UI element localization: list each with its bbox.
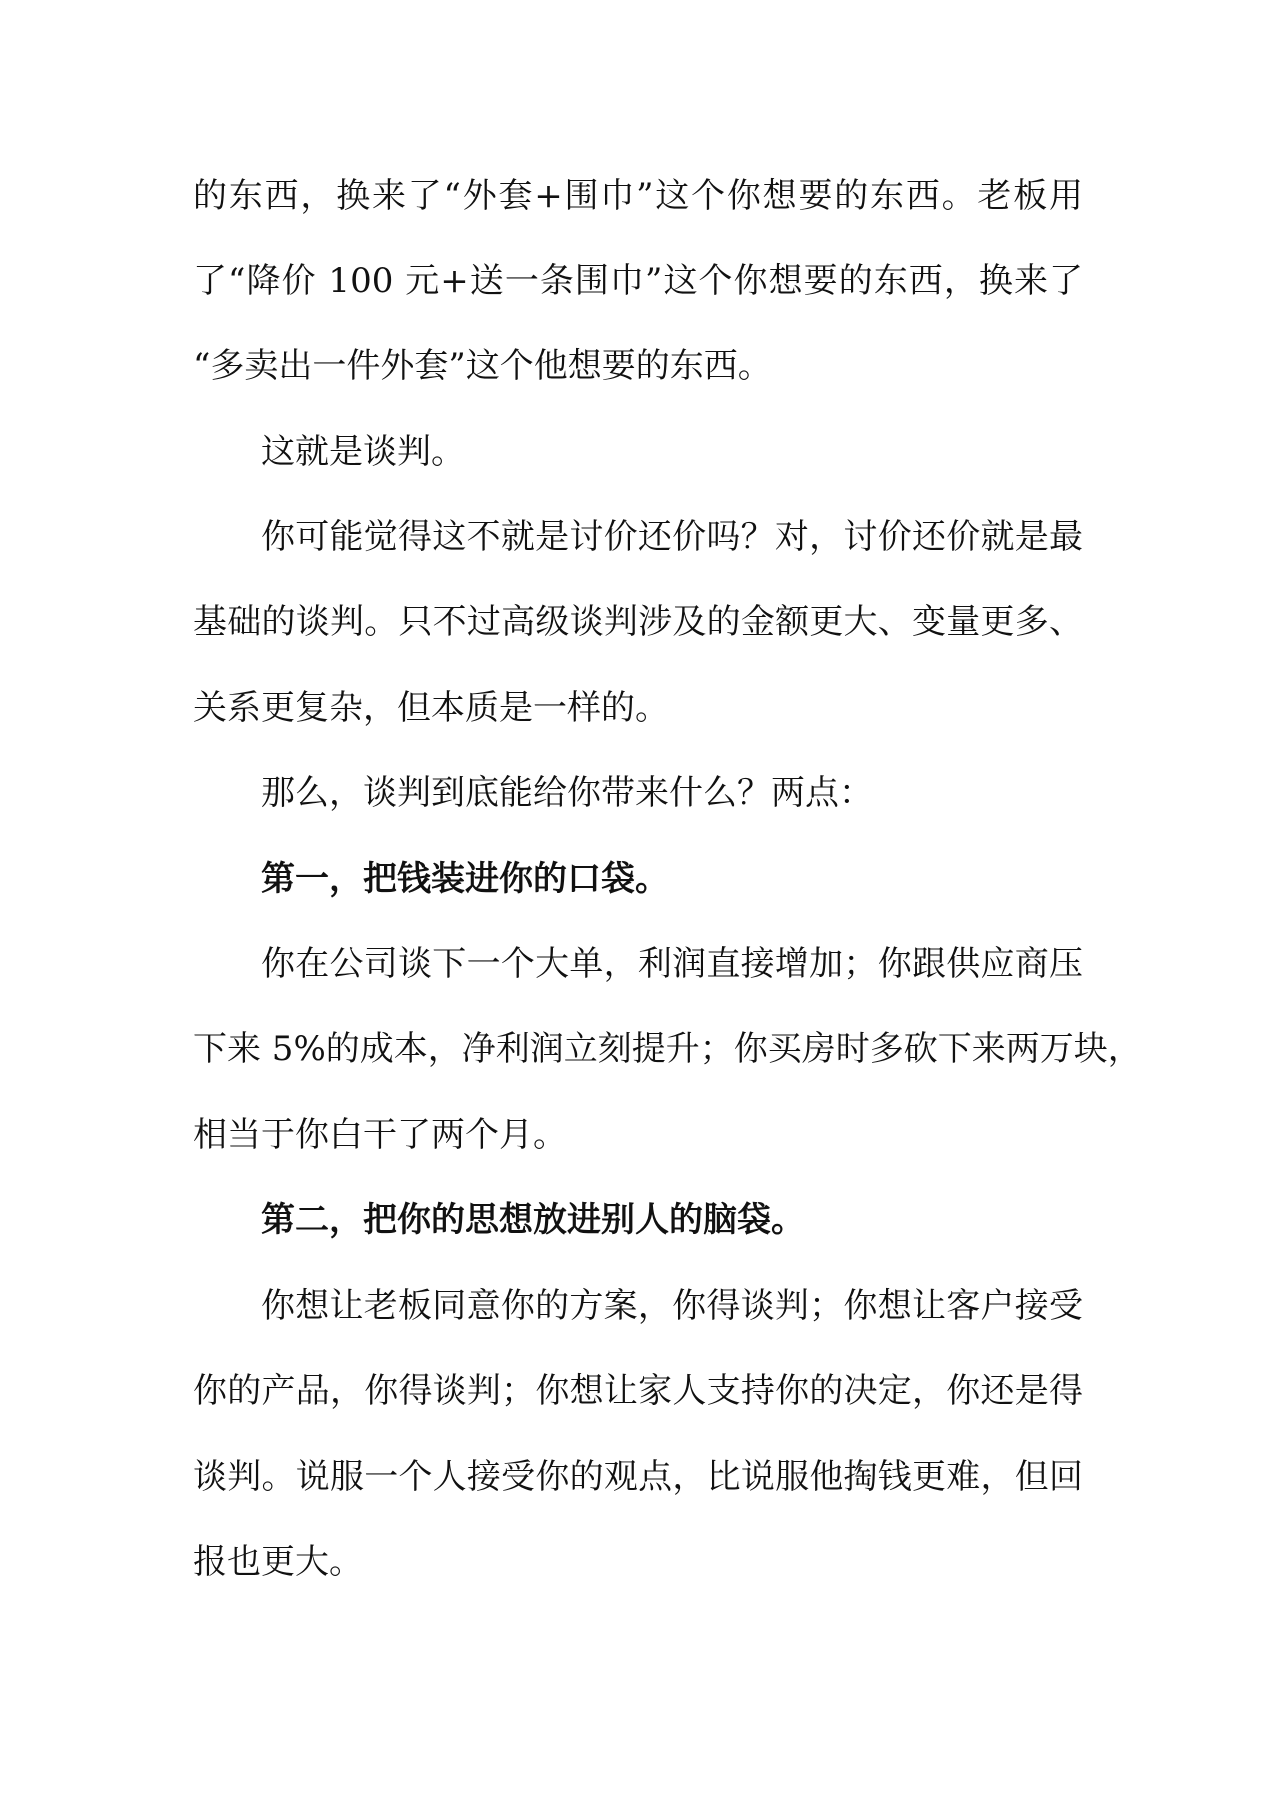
paragraph-line: 那么，谈判到底能给你带来什么？两点： bbox=[261, 773, 873, 813]
section-heading: 第二，把你的思想放进别人的脑袋。 bbox=[261, 1200, 805, 1240]
paragraph-line: 你的产品，你得谈判；你想让家人支持你的决定，你还是得 bbox=[193, 1371, 1083, 1411]
paragraph-line: 基础的谈判。只不过高级谈判涉及的金额更大、变量更多、 bbox=[193, 602, 1083, 642]
paragraph-line: “多卖出一件外套”这个他想要的东西。 bbox=[193, 346, 772, 386]
paragraph-line: 谈判。说服一个人接受你的观点，比说服他掏钱更难，但回 bbox=[193, 1457, 1083, 1497]
paragraph-line: 这就是谈判。 bbox=[261, 432, 465, 472]
paragraph-line: 的东西，换来了“外套+围巾”这个你想要的东西。老板用 bbox=[193, 176, 1083, 216]
section-heading: 第一，把钱装进你的口袋。 bbox=[261, 859, 669, 899]
paragraph-line: 你想让老板同意你的方案，你得谈判；你想让客户接受 bbox=[261, 1286, 1083, 1326]
paragraph-line: 了“降价 100 元+送一条围巾”这个你想要的东西，换来了 bbox=[193, 261, 1083, 301]
paragraph-line: 你可能觉得这不就是讨价还价吗？对，讨价还价就是最 bbox=[261, 517, 1083, 557]
paragraph-line: 下来 5%的成本，净利润立刻提升；你买房时多砍下来两万块， bbox=[193, 1029, 1142, 1069]
paragraph-line: 报也更大。 bbox=[193, 1542, 363, 1582]
paragraph-line: 关系更复杂，但本质是一样的。 bbox=[193, 688, 669, 728]
paragraph-line: 你在公司谈下一个大单，利润直接增加；你跟供应商压 bbox=[261, 944, 1083, 984]
paragraph-line: 相当于你白干了两个月。 bbox=[193, 1115, 567, 1155]
